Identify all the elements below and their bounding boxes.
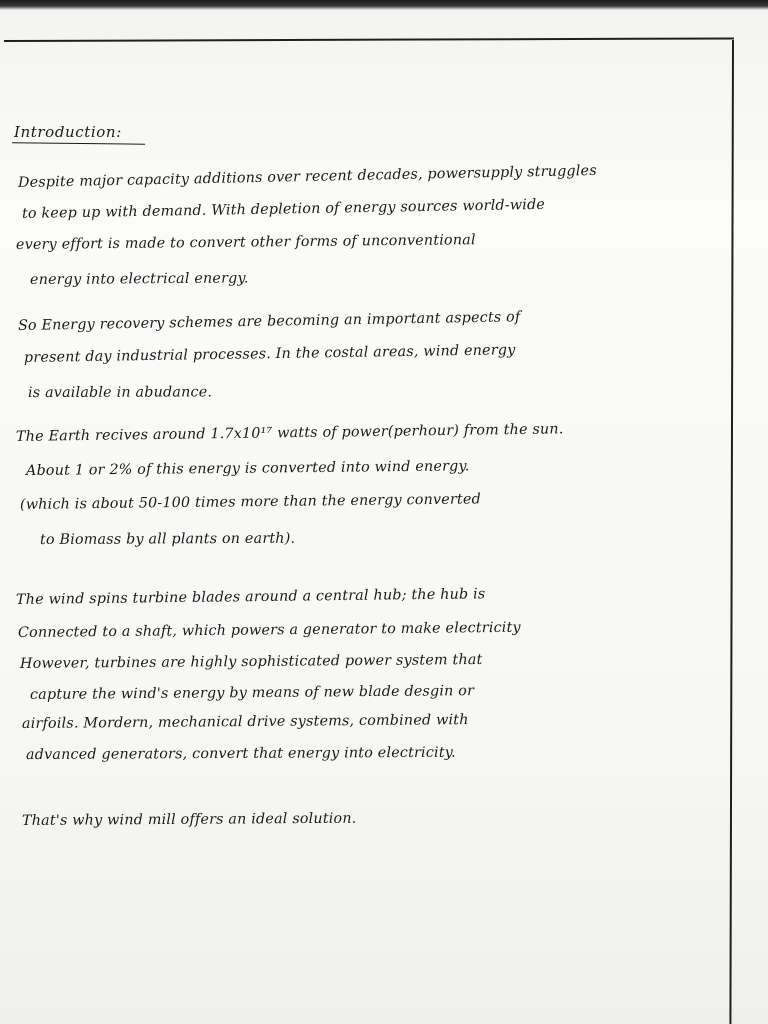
heading-underline: [12, 142, 145, 144]
text-line: is available in abudance.: [27, 384, 213, 401]
text-line: advanced generators, convert that energy into electricity.: [25, 744, 456, 763]
text-line: The Earth recives around 1.7x10¹⁷ watts of power(perhour) from the sun.: [15, 421, 564, 445]
text-line: However, turbines are highly sophisticated power system that: [19, 651, 483, 672]
text-line: airfoils. Mordern, mechanical drive systems, combined with: [21, 712, 469, 732]
text-line: capture the wind's energy by means of new blade desgin or: [29, 683, 475, 703]
text-line: Despite major capacity additions over recent decades, powersupply struggles: [17, 162, 597, 191]
text-line: About 1 or 2% of this energy is converted into wind energy.: [25, 458, 470, 479]
page-heading: Introduction:: [14, 123, 122, 141]
page-border-top: [4, 37, 734, 42]
text-line: Connected to a shaft, which powers a generator to make electricity: [17, 619, 521, 641]
page-border-right: [729, 40, 734, 1024]
text-line: That's why wind mill offers an ideal solution.: [21, 810, 357, 829]
page-top-shadow: [0, 0, 768, 10]
text-line: to Biomass by all plants on earth).: [39, 530, 296, 548]
text-line: every effort is made to convert other forms of unconventional: [15, 232, 476, 253]
text-line: to keep up with demand. With depletion of energy sources world-wide: [21, 196, 546, 222]
text-line: (which is about 50-100 times more than the energy converted: [19, 491, 482, 513]
text-line: So Energy recovery schemes are becoming an important aspects of: [17, 309, 521, 334]
text-line: The wind spins turbine blades around a central hub; the hub is: [15, 586, 486, 608]
text-line: energy into electrical energy.: [29, 270, 249, 288]
text-line: present day industrial processes. In the costal areas, wind energy: [23, 342, 516, 366]
